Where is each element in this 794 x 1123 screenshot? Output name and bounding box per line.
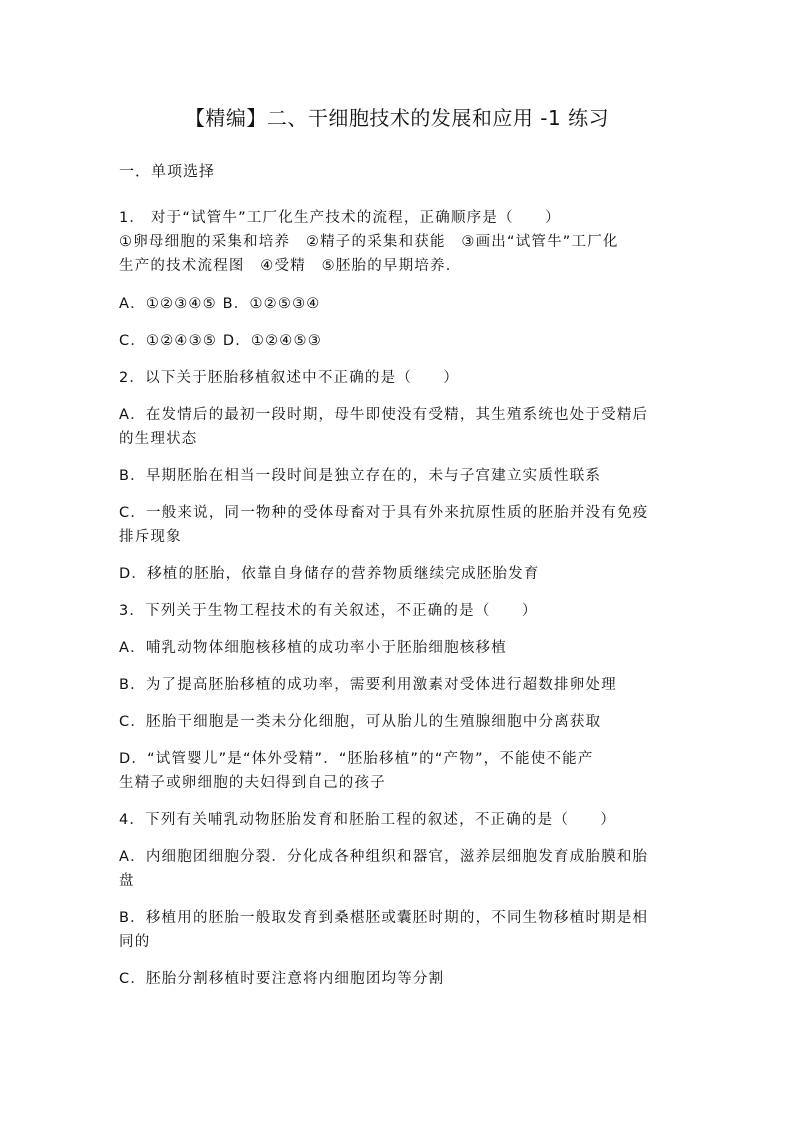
question-4-option-a: [119, 845, 679, 893]
text-line: 2．以下关于胚胎移植叙述中不正确的是（ ）: [119, 370, 460, 386]
question-4-stem: [119, 808, 679, 832]
text-line: 4．下列有关哺乳动物胚胎发育和胚胎工程的叙述，不正确的是（ ）: [119, 812, 617, 828]
text-line: D．“试管婴儿”是“体外受精”．“胚胎移植”的“产物”，不能使不能产: [119, 751, 594, 767]
question-2-option-c: [119, 501, 679, 549]
question-2-option-b: [119, 464, 679, 488]
text-line: 生精子或卵细胞的夫妇得到自己的孩子: [119, 775, 386, 791]
question-2-option-a: [119, 403, 679, 451]
question-1-stem: [119, 206, 679, 278]
question-4-option-c: [119, 967, 679, 991]
page-title: 【精编】二、干细胞技术的发展和应用 -1 练习: [184, 106, 610, 130]
text-line: D．移植的胚胎，依靠自身储存的营养物质继续完成胚胎发育: [119, 566, 540, 582]
text-line: B．早期胚胎在相当一段时间是独立存在的，未与子宫建立实质性联系: [119, 468, 602, 484]
section-heading: 一．单项选择: [119, 162, 216, 180]
text-line: 同的: [119, 934, 151, 950]
text-line: ①卵母细胞的采集和培养 ②精子的采集和获能 ③画出“试管牛”工厂化: [119, 234, 619, 250]
text-line: A．内细胞团细胞分裂．分化成各种组织和器官，滋养层细胞发育成胎膜和胎: [119, 849, 649, 865]
text-line: A．①②③④⑤ B．①②⑤③④: [119, 296, 321, 312]
question-2-stem: [119, 366, 679, 390]
text-line: C．①②④③⑤ D．①②④⑤③: [119, 333, 322, 349]
question-1-options-ab: [119, 292, 679, 316]
text-line: 3．下列关于生物工程技术的有关叙述，不正确的是（ ）: [119, 603, 538, 619]
question-3-option-d: [119, 747, 679, 795]
text-line: A．哺乳动物体细胞核移植的成功率小于胚胎细胞核移植: [119, 640, 507, 656]
text-line: C．胚胎分割移植时要注意将内细胞团均等分割: [119, 971, 445, 987]
text-line: 的生理状态: [119, 431, 198, 447]
question-3-option-a: [119, 636, 679, 660]
question-4-option-b: [119, 906, 679, 954]
text-line: C．胚胎干细胞是一类未分化细胞，可从胎儿的生殖腺细胞中分离获取: [119, 714, 602, 730]
question-3-stem: [119, 599, 679, 623]
text-line: B．移植用的胚胎一般取发育到桑椹胚或囊胚时期的，不同生物移植时期是相: [119, 910, 649, 926]
text-line: A．在发情后的最初一段时期，母牛即使没有受精，其生殖系统也处于受精后: [119, 407, 649, 423]
text-line: C．一般来说，同一物种的受体母畜对于具有外来抗原性质的胚胎并没有免疫: [119, 505, 649, 521]
question-1-options-cd: [119, 329, 679, 353]
question-3-option-c: [119, 710, 679, 734]
question-3-option-b: [119, 673, 679, 697]
text-line: 排斥现象: [119, 529, 182, 545]
text-line: B．为了提高胚胎移植的成功率，需要利用激素对受体进行超数排卵处理: [119, 677, 617, 693]
text-line: 1． 对于“试管牛”工厂化生产技术的流程，正确顺序是（ ）: [119, 210, 561, 226]
text-line: 生产的技术流程图 ④受精 ⑤胚胎的早期培养．: [119, 258, 462, 274]
text-line: 盘: [119, 873, 135, 889]
question-2-option-d: [119, 562, 679, 586]
